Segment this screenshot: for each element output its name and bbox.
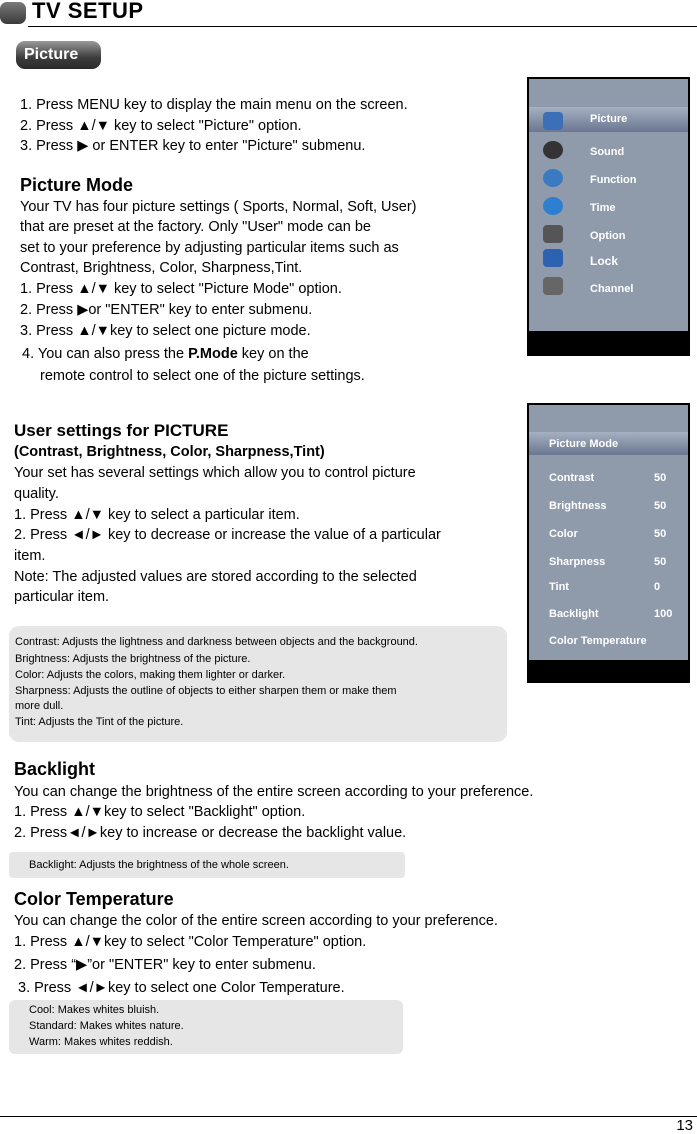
picture-notes-box — [9, 626, 507, 742]
pm-line-1: Your TV has four picture settings ( Sports, Normal, Soft, User) — [20, 199, 417, 215]
note1-line-5: more dull. — [15, 700, 64, 712]
note1-line-2: Brightness: Adjusts the brightness of the picture. — [15, 653, 251, 665]
pmenu-sharpness-value: 50 — [654, 556, 667, 568]
time-icon — [543, 197, 563, 215]
user-settings-subtitle: (Contrast, Brightness, Color, Sharpness,Tint) — [14, 444, 325, 460]
note1-line-4: Sharpness: Adjusts the outline of objects to either sharpen them or make them — [15, 685, 397, 697]
header-divider — [28, 26, 697, 27]
note1-line-1: Contrast: Adjusts the lightness and darkness between objects and the background. — [15, 636, 418, 648]
us-line-2: quality. — [14, 486, 59, 502]
pmenu-backlight: Backlight — [549, 608, 599, 620]
function-icon — [543, 169, 563, 187]
sound-icon — [543, 141, 563, 159]
ct-note-standard: Standard: Makes whites nature. — [29, 1020, 184, 1032]
color-temp-title: Color Temperature — [14, 889, 174, 909]
ct-line-1: You can change the color of the entire screen according to your preference. — [14, 913, 498, 929]
pm-line-9: remote control to select one of the picture settings. — [40, 368, 365, 384]
footer-divider — [0, 1116, 697, 1117]
pmenu-color-value: 50 — [654, 528, 667, 540]
us-line-5: item. — [14, 548, 46, 564]
menu-item-channel: Channel — [590, 283, 634, 295]
menu-item-sound: Sound — [590, 146, 625, 158]
note1-line-6: Tint: Adjusts the Tint of the picture. — [15, 716, 184, 728]
pm-line-4: Contrast, Brightness, Color, Sharpness,Tint. — [20, 260, 303, 276]
us-line-6: Note: The adjusted values are stored according to the selected — [14, 569, 417, 585]
pmenu-tint: Tint — [549, 581, 569, 593]
header-pill-icon — [0, 2, 26, 24]
intro-line-3: 3. Press ▶ or ENTER key to enter "Picture" submenu. — [20, 138, 366, 154]
us-line-1: Your set has several settings which allow you to control picture — [14, 465, 416, 481]
lock-icon — [543, 249, 563, 267]
backlight-note: Backlight: Adjusts the brightness of the whole screen. — [29, 859, 289, 871]
intro-line-2: 2. Press ▲/▼ key to select "Picture" option. — [20, 118, 302, 134]
pm-line-8 — [22, 344, 309, 365]
picture-icon — [543, 112, 563, 130]
pmenu-brightness-value: 50 — [654, 500, 667, 512]
ct-line-4: 3. Press ◄/►key to select one Color Temperature. — [18, 980, 345, 996]
picture-menu-screen — [527, 403, 690, 683]
pm-line-7: 3. Press ▲/▼key to select one picture mode. — [20, 323, 311, 339]
pmenu-color: Color — [549, 528, 578, 540]
user-settings-title: User settings for PICTURE — [14, 421, 229, 440]
pm-step4-bold: P.Mode — [188, 346, 238, 362]
pm-line-3: set to your preference by adjusting particular items such as — [20, 240, 399, 256]
pmenu-tint-value: 0 — [654, 581, 661, 593]
ct-line-2: 1. Press ▲/▼key to select "Color Temperature" option. — [14, 934, 367, 950]
pm-line-6: 2. Press ▶or "ENTER" key to enter submenu. — [20, 302, 313, 318]
menu-item-option: Option — [590, 230, 626, 242]
menu-item-function: Function — [590, 174, 637, 186]
picture-tab: Picture — [16, 41, 101, 69]
ct-note-cool: Cool: Makes whites bluish. — [29, 1004, 160, 1016]
pm-line-2: that are preset at the factory. Only "User" mode can be — [20, 219, 371, 235]
ct-note-warm: Warm: Makes whites reddish. — [29, 1036, 173, 1048]
page-number: 13 — [676, 1117, 693, 1134]
pmenu-sharpness: Sharpness — [549, 556, 606, 568]
pm-line-5: 1. Press ▲/▼ key to select "Picture Mode" option. — [20, 281, 342, 297]
ct-line-3: 2. Press “▶”or "ENTER" key to enter submenu. — [14, 957, 316, 973]
note1-line-3: Color: Adjusts the colors, making them lighter or darker. — [15, 669, 286, 681]
channel-icon — [543, 277, 563, 295]
picture-menu-header: Picture Mode — [549, 438, 619, 450]
pmenu-contrast-value: 50 — [654, 472, 667, 484]
option-icon — [543, 225, 563, 243]
bl-line-3: 2. Press◄/►key to increase or decrease the backlight value. — [14, 825, 407, 841]
pm-step4-post: key on the — [237, 346, 309, 362]
intro-line-1: 1. Press MENU key to display the main menu on the screen. — [20, 97, 408, 113]
bl-line-2: 1. Press ▲/▼key to select "Backlight" option. — [14, 804, 306, 820]
color-temp-note-box — [9, 1000, 403, 1054]
picture-menu-panel — [529, 405, 688, 660]
us-line-4: 2. Press ◄/► key to decrease or increase the value of a particular — [14, 527, 441, 543]
pmenu-color-temperature: Color Temperature — [549, 635, 647, 647]
backlight-note-box — [9, 852, 405, 878]
main-menu-screen — [527, 77, 690, 356]
backlight-title: Backlight — [14, 759, 96, 779]
page-title: TV SETUP — [32, 0, 144, 23]
pmenu-contrast: Contrast — [549, 472, 595, 484]
menu-item-time: Time — [590, 202, 616, 214]
menu-item-picture: Picture — [590, 113, 628, 125]
pmenu-brightness: Brightness — [549, 500, 607, 512]
pmenu-backlight-value: 100 — [654, 608, 673, 620]
us-line-3: 1. Press ▲/▼ key to select a particular item. — [14, 507, 300, 523]
main-menu-panel — [529, 79, 688, 331]
menu-item-lock: Lock — [590, 254, 619, 268]
picture-mode-title: Picture Mode — [20, 175, 134, 195]
pm-step4-pre: 4. You can also press the — [22, 346, 189, 362]
us-line-7: particular item. — [14, 589, 110, 605]
bl-line-1: You can change the brightness of the entire screen according to your preference. — [14, 784, 534, 800]
